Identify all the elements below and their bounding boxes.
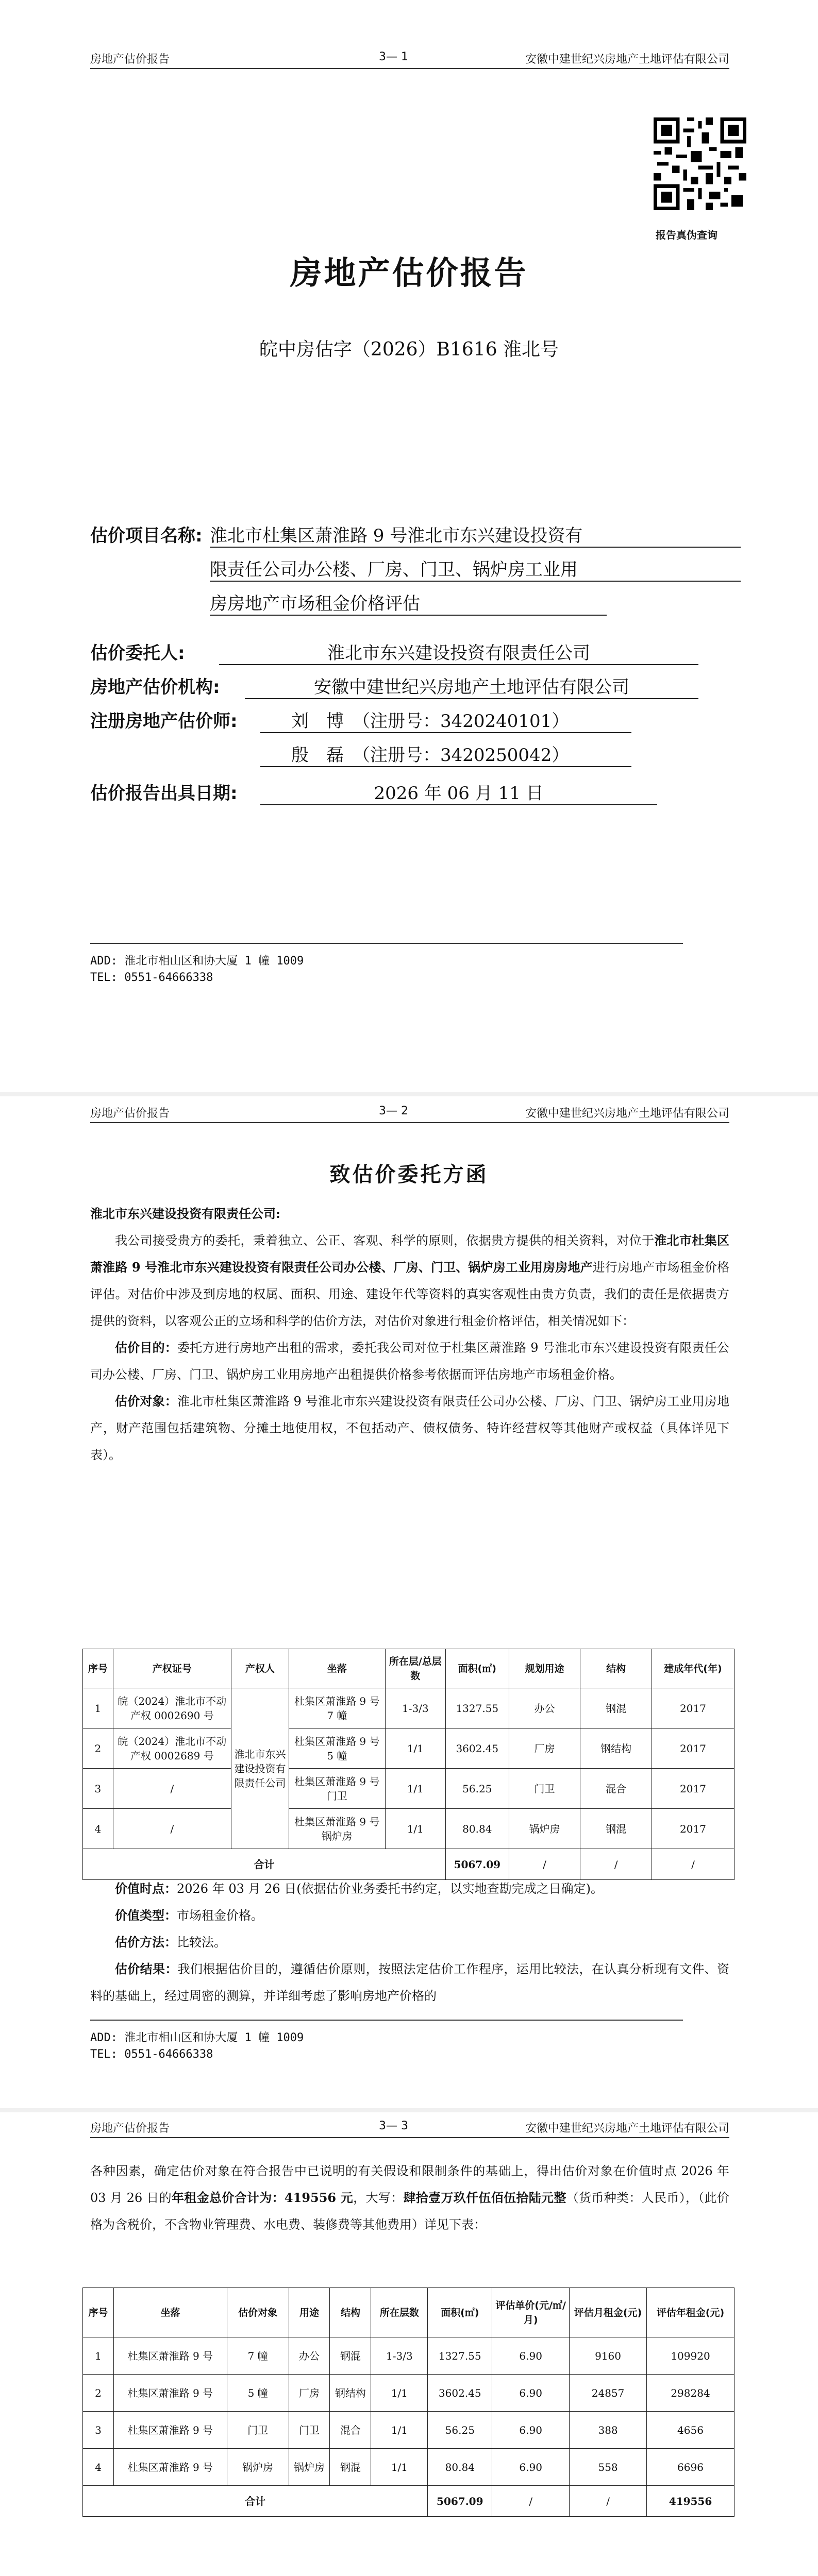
table-row: 1 皖（2024）淮北市不动产权 0002690 号 淮北市东兴建设投资有限责任公司 杜集区萧淮路 9 号 7 幢 1-3/3 1327.55 办公 钢混 2017 [83, 1688, 734, 1728]
footer-address: ADD: 淮北市相山区和协大厦 1 幢 1009 [90, 955, 304, 968]
org-value: 安徽中建世纪兴房地产土地评估有限公司 [245, 673, 698, 699]
project-line-2: 限责任公司办公楼、厂房、门卫、锅炉房工业用 [210, 555, 741, 582]
letter-body [90, 1200, 729, 1468]
qr-caption: 报告真伪查询 [656, 229, 717, 241]
header-company: 安徽中建世纪兴房地产土地评估有限公司 [525, 1107, 729, 1120]
client-block [90, 639, 740, 665]
client-value: 淮北市东兴建设投资有限责任公司 [219, 639, 698, 665]
qr-code-icon[interactable] [654, 117, 746, 210]
letter-object: 估价对象：淮北市杜集区萧淮路 9 号淮北市东兴建设投资有限责任公司办公楼、厂房、门卫、锅炉房工业用房地产，财产范围包括建筑物、分摊土地使用权，不包括动产、债权债务、特许经营权等其他财产或权益（具体详见下表）。 [90, 1394, 729, 1462]
header-page-number: 3— 2 [379, 1105, 408, 1117]
appraiser-block [90, 707, 740, 769]
letter-result-cont: 各种因素，确定估价对象在符合报告中已说明的有关假设和限制条件的基础上，得出估价对象在价值时点 2026 年 03 月 26 日的年租金总价合计为：419556 元，大写：肆拾壹万玖仟伍佰伍拾陆元整（货币种类：人民币），（此价格为含税价，不含物业管理费、水电费、装修费等其他费用）详见下表： [90, 2164, 730, 2232]
project-line-3: 房房地产市场租金价格评估 [210, 589, 607, 616]
header-title: 房地产估价报告 [90, 1107, 170, 1120]
header-title: 房地产估价报告 [90, 2122, 170, 2135]
letter-body-2 [90, 1875, 729, 2009]
table-total-row: 合计 5067.09 / / 419556 [83, 2486, 734, 2517]
table-row: 2 皖（2024）淮北市不动产权 0002689 号 杜集区萧淮路 9 号 5 幢 1/1 3602.45 厂房 钢结构 2017 [83, 1728, 734, 1769]
rent-table: 序号 坐落 估价对象 用途 结构 所在层数 面积(㎡) 评估单价(元/㎡/月) 评估月租金(元) 评估年租金(元) 1 杜集区萧淮路 9 号 7 幢 办公 钢混 1-3/3 1327.55 6.90 9160 109920 2 杜集区萧淮路 9 号 5 幢 厂房 钢结构 1/1 3602.45 6.90 24857 298284 3 杜集区萧淮路 9 号 门卫 门卫 混合 1/1 56.25 6.90 388 4656 4 杜集区萧淮路 9 号 锅炉房 锅炉房 钢混 1/1 80.84 6.90 558 6696 合计 5067.09 / / 419556 [82, 2287, 734, 2517]
letter-value-type: 价值类型：市场租金价格。 [115, 1908, 263, 1923]
table-row: 1 杜集区萧淮路 9 号 7 幢 办公 钢混 1-3/3 1327.55 6.90 9160 109920 [83, 2337, 734, 2375]
page-footer [90, 943, 683, 986]
footer-tel: TEL: 0551-64666338 [90, 971, 213, 984]
header-page-number: 3— 3 [379, 2120, 408, 2132]
letter-para-1: 我公司接受贵方的委托，秉着独立、公正、客观、科学的原则，依据贵方提供的相关资料，对位于淮北市杜集区萧淮路 9 号淮北市东兴建设投资有限责任公司办公楼、厂房、门卫、锅炉房工业用房房地产进行房地产市场租金价格评估。对估价中涉及到房地的权属、面积、用途、建设年代等资料的真实客观性由贵方负责，我们的责任是依据贵方提供的资料，以客观公正的立场和科学的估价方法，对估价对象进行租金价格评估，相关情况如下： [90, 1233, 730, 1328]
table-row: 2 杜集区萧淮路 9 号 5 幢 厂房 钢结构 1/1 3602.45 6.90 24857 298284 [83, 2375, 734, 2412]
header-title: 房地产估价报告 [90, 53, 170, 66]
appraiser-2: 殷 磊 （注册号：3420250042） [260, 741, 631, 767]
letter-body-3 [90, 2158, 729, 2238]
owner-cell: 淮北市东兴建设投资有限责任公司 [231, 1688, 289, 1849]
footer-address: ADD: 淮北市相山区和协大厦 1 幢 1009 [90, 2031, 304, 2044]
table-row: 3 / 杜集区萧淮路 9 号门卫 1/1 56.25 门卫 混合 2017 [83, 1769, 734, 1809]
page-header [90, 1101, 729, 1123]
report-title: 房地产估价报告 [290, 254, 528, 292]
date-label: 估价报告出具日期: [90, 783, 238, 804]
document-number: 皖中房估字（2026）B1616 淮北号 [259, 339, 559, 360]
header-company: 安徽中建世纪兴房地产土地评估有限公司 [525, 53, 729, 66]
project-label: 估价项目名称: [90, 526, 203, 546]
client-label: 估价委托人: [90, 643, 185, 664]
project-line-1: 淮北市杜集区萧淮路 9 号淮北市东兴建设投资有 [210, 521, 741, 548]
table-row: 3 杜集区萧淮路 9 号 门卫 门卫 混合 1/1 56.25 6.90 388 4656 [83, 2412, 734, 2449]
header-page-number: 3— 1 [379, 50, 408, 63]
appraiser-1: 刘 博 （注册号：3420240101） [260, 707, 631, 733]
letter-purpose: 估价目的：委托方进行房地产出租的需求，委托我公司对位于杜集区萧淮路 9 号淮北市东兴建设投资有限责任公司办公楼、厂房、门卫、锅炉房工业用房地产出租提供价格参考依据而评估房地产市场租金价格。 [90, 1340, 729, 1382]
date-value: 2026 年 06 月 11 日 [260, 779, 657, 805]
page-header [90, 2116, 729, 2138]
table-row: 4 杜集区萧淮路 9 号 锅炉房 锅炉房 钢混 1/1 80.84 6.90 558 6696 [83, 2449, 734, 2486]
letter-value-date: 价值时点：2026 年 03 月 26 日(依据估价业务委托书约定，以实地查勘完成之日确定)。 [115, 1881, 604, 1896]
date-block [90, 779, 740, 805]
property-table: 序号 产权证号 产权人 坐落 所在层/总层数 面积(㎡) 规划用途 结构 建成年代(年) 1 皖（2024）淮北市不动产权 0002690 号 淮北市东兴建设投资有限责任公司 杜集区萧淮路 9 号 7 幢 1-3/3 1327.55 办公 钢混 2017 2 皖（2024）淮北市不动产权 0002689 号 杜集区萧淮路 9 号 5 幢 1/1 3602.45 厂房 钢结构 2017 3 / 杜集区萧淮路 9 号门卫 1/1 56.25 门卫 混合 2017 4 / 杜集区萧淮路 9 号锅炉房 1/1 80.84 锅炉房 钢混 2017 合计 5067.09 / / / [82, 1649, 734, 1880]
org-label: 房地产估价机构: [90, 677, 220, 698]
table-row: 4 / 杜集区萧淮路 9 号锅炉房 1/1 80.84 锅炉房 钢混 2017 [83, 1809, 734, 1849]
letter-title: 致估价委托方函 [329, 1162, 489, 1187]
letter-salutation: 淮北市东兴建设投资有限责任公司: [90, 1206, 280, 1221]
org-block [90, 673, 740, 699]
letter-result: 估价结果：我们根据估价目的，遵循估价原则，按照法定估价工作程序，运用比较法，在认真分析现有文件、资料的基础上，经过周密的测算，并详细考虑了影响房地产价格的 [90, 1961, 730, 2003]
letter-method: 估价方法：比较法。 [115, 1935, 226, 1950]
cover-page [0, 0, 818, 1092]
footer-tel: TEL: 0551-64666338 [90, 2048, 213, 2061]
page-header [90, 47, 729, 69]
page-footer [90, 2020, 683, 2063]
table-total-row: 合计 5067.09 / / / [83, 1849, 734, 1880]
header-company: 安徽中建世纪兴房地产土地评估有限公司 [525, 2122, 729, 2135]
appraiser-label: 注册房地产估价师: [90, 711, 238, 732]
